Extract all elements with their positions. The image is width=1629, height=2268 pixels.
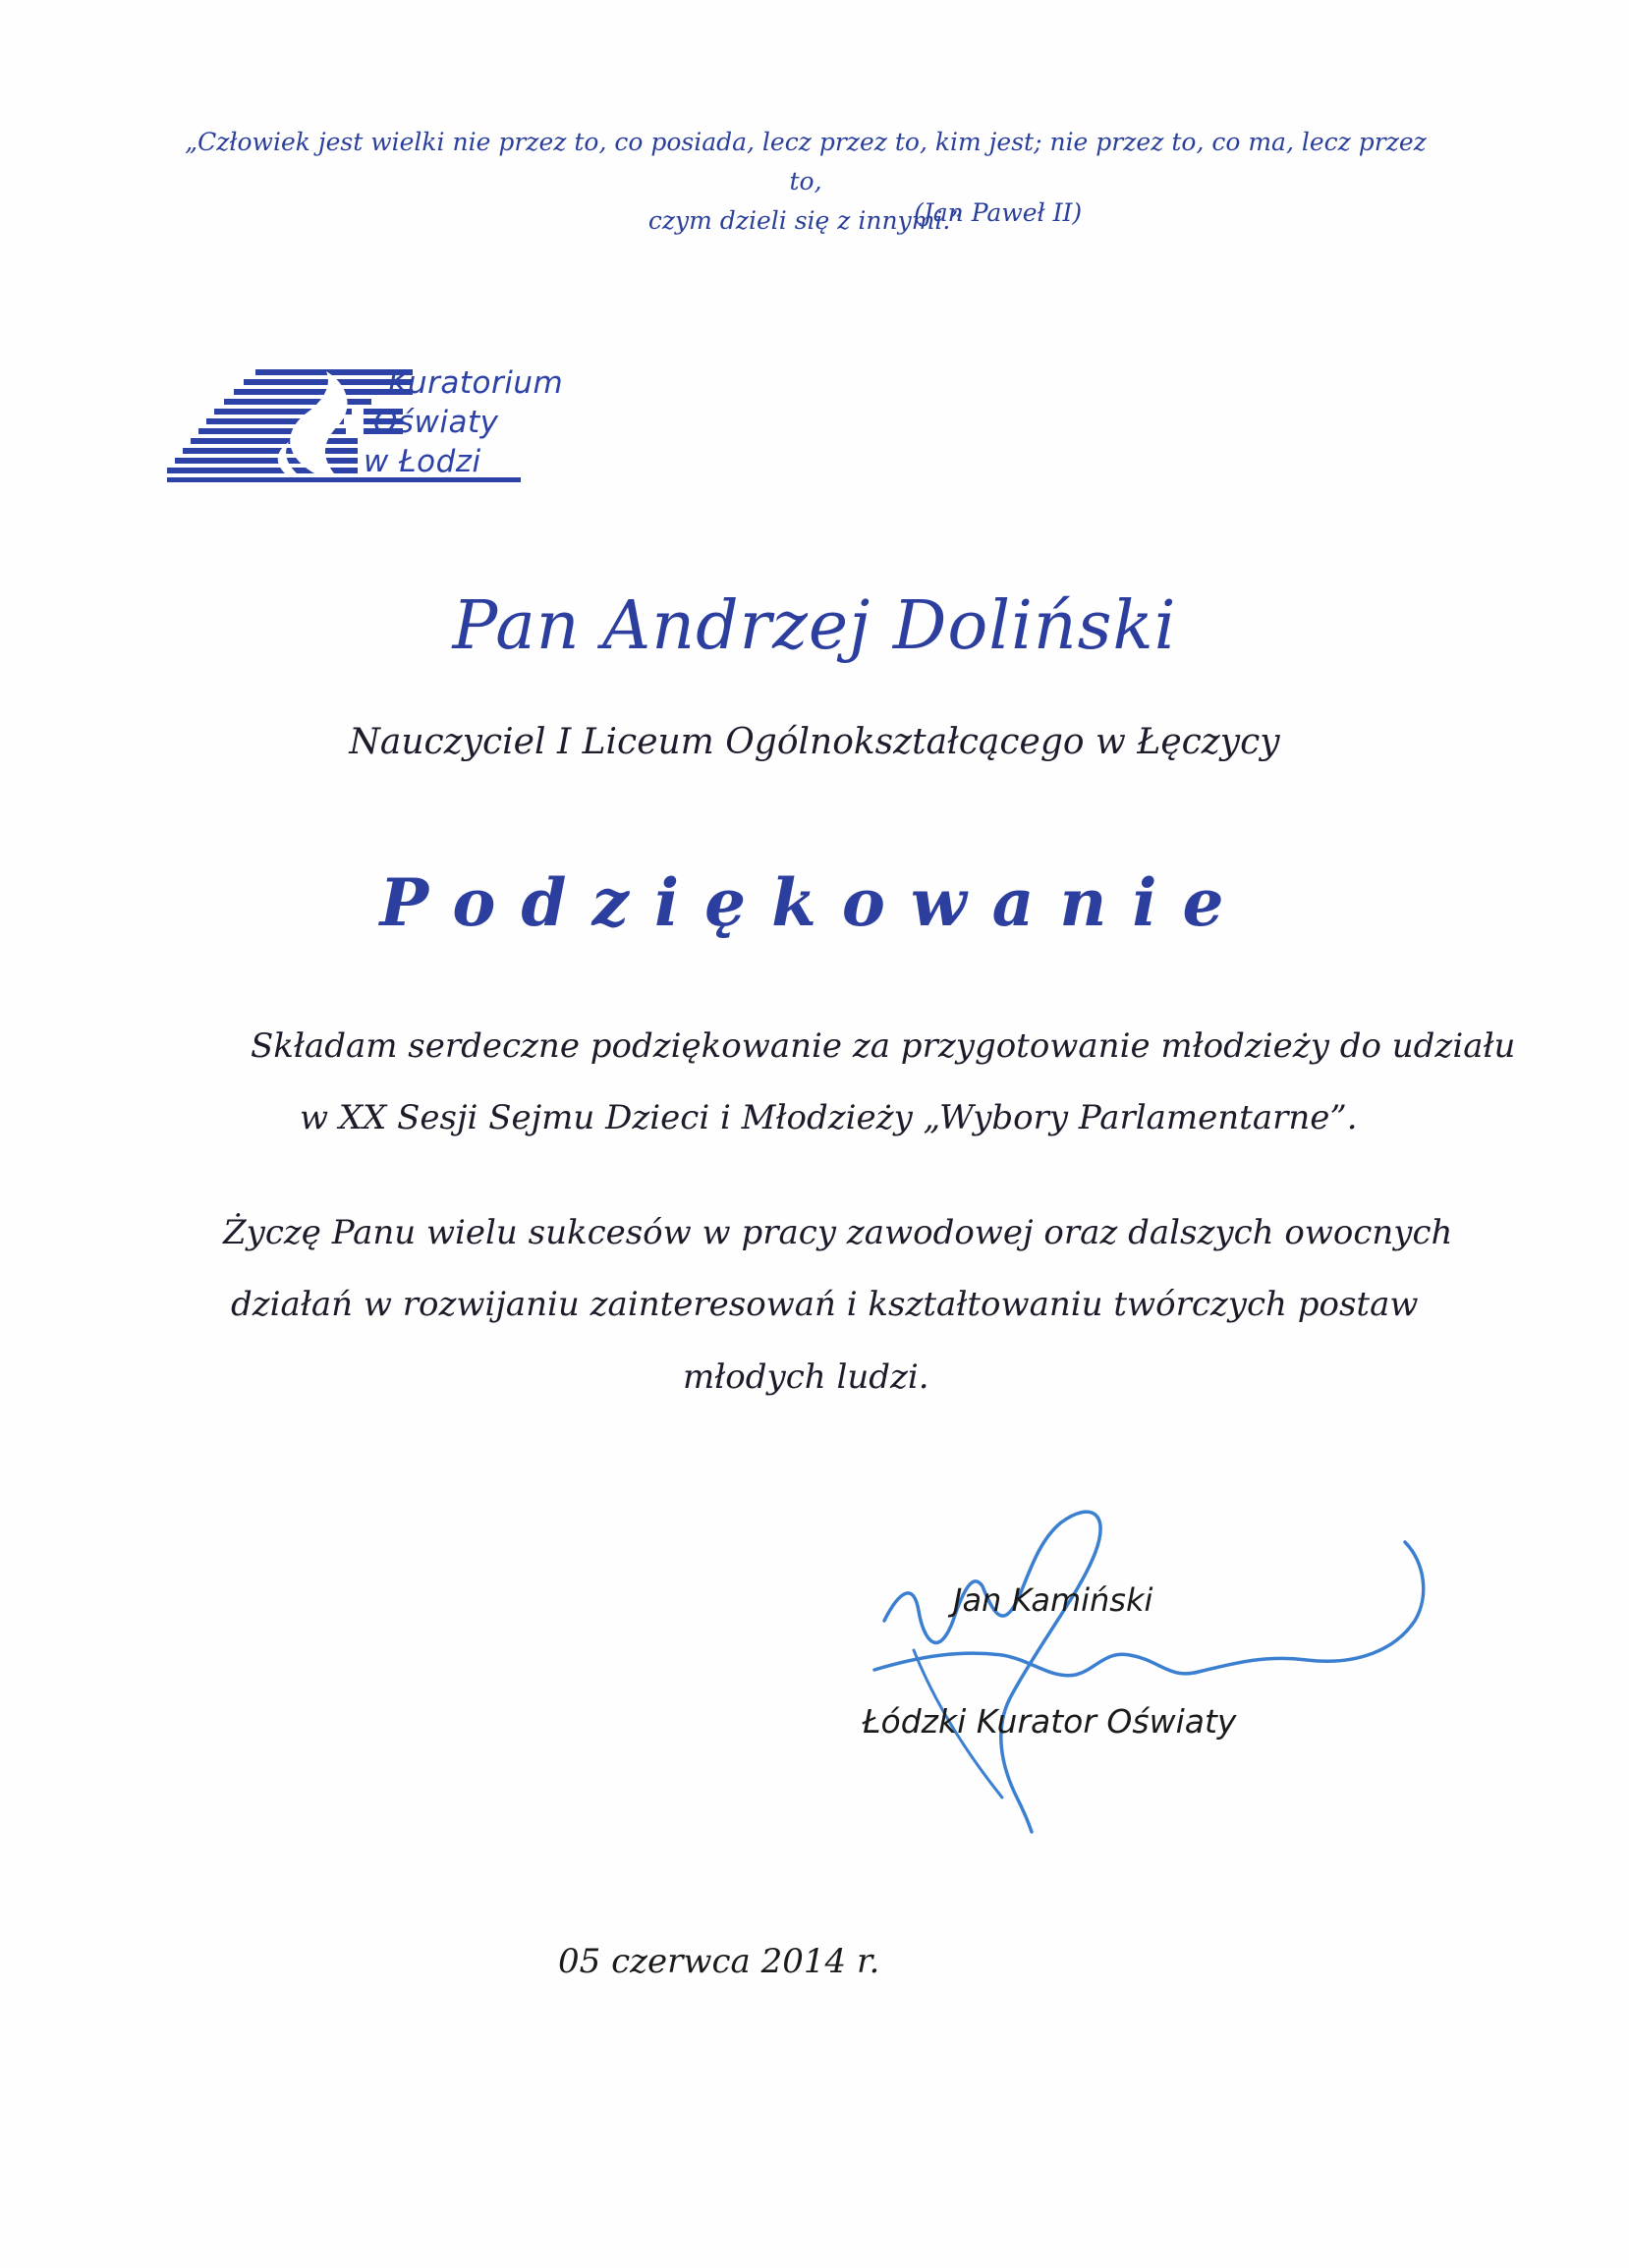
recipient-position: Nauczyciel I Liceum Ogólnokształcącego w Łęczycy [349, 722, 1280, 762]
signature-icon [845, 1483, 1454, 1847]
logo-line-3: w Łodzi [364, 444, 481, 479]
logo-line-1: Kuratorium [388, 365, 564, 401]
quote [167, 123, 1444, 241]
quote-line-1: „Człowiek jest wielki nie przez to, co posiada, lecz przez to, kim jest; nie przez to, co ma, lecz przez to, [185, 128, 1427, 195]
paragraph-2-line-2: działań w rozwijaniu zainteresowań i kształtowaniu twórczych postaw [231, 1285, 1419, 1324]
paragraph-2-line-3: młodych ludzi. [683, 1357, 929, 1397]
paragraph-1-line-2: w XX Sesji Sejmu Dzieci i Młodzieży „Wybory Parlamentarne”. [300, 1098, 1358, 1137]
quote-line-2: czym dzieli się z innymi.” [647, 206, 964, 235]
paragraph-2-line-1: Życzę Panu wielu sukcesów w pracy zawodowej oraz dalszych owocnych [223, 1213, 1453, 1252]
logo-line-2: Oświaty [373, 405, 499, 440]
signatory-name: Jan Kamiński [953, 1581, 1153, 1619]
recipient-name: Pan Andrzej Doliński [452, 587, 1177, 665]
document-title: Podziękowanie [379, 864, 1250, 941]
issue-date: 05 czerwca 2014 r. [558, 1942, 880, 1981]
paragraph-1-line-1: Składam serdeczne podziękowanie za przygotowanie młodzieży do udziału [251, 1026, 1516, 1066]
signatory-role: Łódzki Kurator Oświaty [863, 1702, 1237, 1741]
kuratorium-logo [167, 363, 580, 501]
quote-author: (Jan Paweł II) [914, 198, 1083, 227]
